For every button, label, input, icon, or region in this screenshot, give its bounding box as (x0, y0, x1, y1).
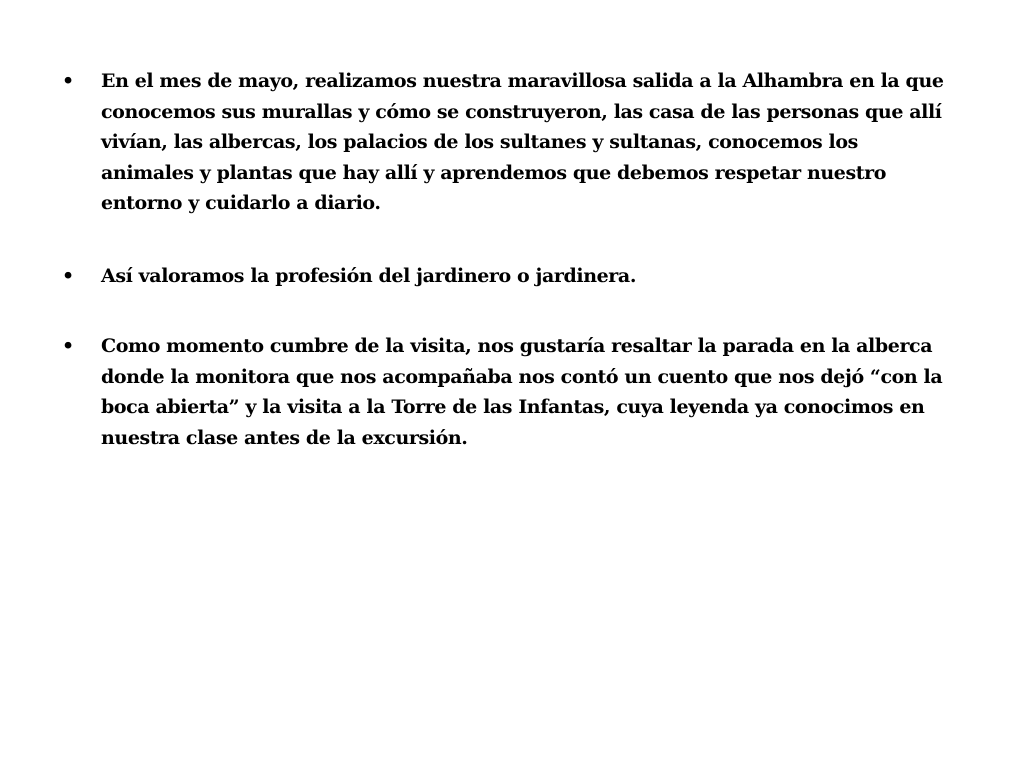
bullet-list (62, 66, 962, 495)
bullet-dot-icon: • (62, 264, 74, 287)
bullet-dot-icon: • (62, 70, 74, 92)
bullet-item (62, 331, 962, 453)
bullet-item (62, 66, 962, 219)
bullet-item (62, 261, 962, 292)
bullet-text: Como momento cumbre de la visita, nos gustaría resaltar la parada en la alberca donde la monitora que nos acompañaba nos contó un cuento que nos dejó “con la boca abierta” y la visita a la Torre de las Infantas, cuya leyenda ya conocimos en nuestra clase antes de la excursión. (101, 335, 943, 449)
bullet-text: Así valoramos la profesión del jardinero o jardinera. (101, 264, 637, 287)
bullet-text: En el mes de mayo, realizamos nuestra maravillosa salida a la Alhambra en la que conocemos sus murallas y cómo se construyeron, las casa de las personas que allí vivían, las albercas, los palacios de los sultanes y sultanas, conocemos los animales y plantas que hay allí y aprendemos que debemos respetar nuestro entorno y cuidarlo a diario. (101, 70, 944, 214)
bullet-dot-icon: • (62, 335, 74, 357)
